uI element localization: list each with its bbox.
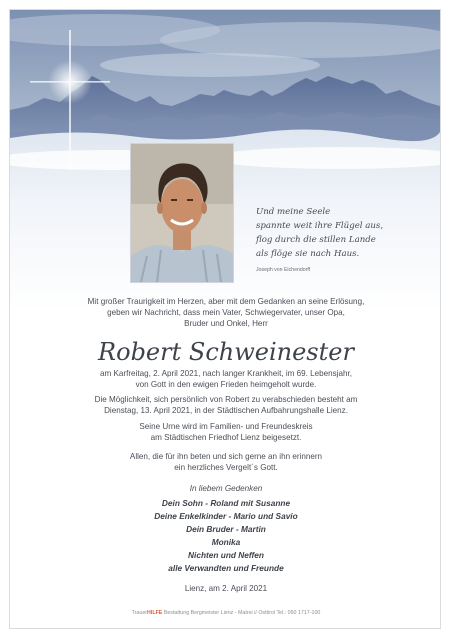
footer-brand: HILFE [147, 610, 163, 616]
footer-text: Bestattung Bergmeister Lienz - Matrei i/ Osttirol Tel.: 050 1717-100 [162, 610, 321, 616]
thanks-text [40, 451, 412, 473]
farewell-line: Die Möglichkeit, sich persönlich von Robert zu verabschieden besteht am [94, 395, 358, 404]
place-date: Lienz, am 2. April 2021 [184, 584, 268, 593]
mourner-line: Deine Enkelkinder - Mario und Savio [154, 511, 298, 521]
poem-line: Und meine Seele [256, 207, 331, 217]
poem-line: als flöge sie nach Haus. [256, 249, 360, 259]
poem-line: spannte weit ihre Flügel aus, [256, 221, 384, 231]
burial-line: Seine Urne wird im Familien- und Freundeskreis [139, 422, 313, 431]
mourner-line: alle Verwandten und Freunde [168, 563, 284, 573]
poem-line: flog durch die stillen Lande [256, 235, 376, 245]
thanks-line: ein herzliches Vergelt´s Gott. [174, 463, 278, 472]
farewell-line: Dienstag, 13. April 2021, in der Städtischen Aufbahrungshalle Lienz. [104, 406, 348, 415]
footer-prefix: Trauer [131, 610, 148, 616]
death-line: von Gott in den ewigen Frieden heimgeholt wurde. [135, 380, 317, 389]
burial-text [40, 421, 412, 443]
death-line: am Karfreitag, 2. April 2021, nach langer Krankheit, im 69. Lebensjahr, [100, 369, 352, 378]
mourner-line: Monika [211, 537, 241, 547]
mourners-title: In liebem Gedenken [189, 484, 263, 493]
mourner-line: Nichten und Neffen [188, 550, 264, 560]
poem-author: Joseph von Eichendorff [256, 267, 311, 273]
intro-line: Bruder und Onkel, Herr [184, 319, 268, 328]
thanks-line: Allen, die für ihn beten und sich gerne an ihn erinnern [129, 452, 323, 461]
funeral-home-footer [40, 610, 412, 616]
intro-line: geben wir Nachricht, dass mein Vater, Schwiegervater, unser Opa, [107, 308, 345, 317]
portrait-photo [130, 143, 234, 283]
mourner-line: Dein Bruder - Martin [186, 524, 266, 534]
poem [256, 205, 436, 277]
intro-text [40, 296, 412, 329]
deceased-name: Robert Schweinester [98, 338, 354, 366]
portrait-illustration [131, 144, 233, 282]
farewell-text [40, 394, 412, 416]
death-text [40, 368, 412, 390]
mourners-list [40, 497, 412, 575]
intro-line: Mit großer Traurigkeit im Herzen, aber mit dem Gedanken an seine Erlösung, [87, 297, 365, 306]
mourner-line: Dein Sohn - Roland mit Susanne [161, 498, 291, 508]
burial-line: am Städtischen Friedhof Lienz beigesetzt. [150, 433, 302, 442]
